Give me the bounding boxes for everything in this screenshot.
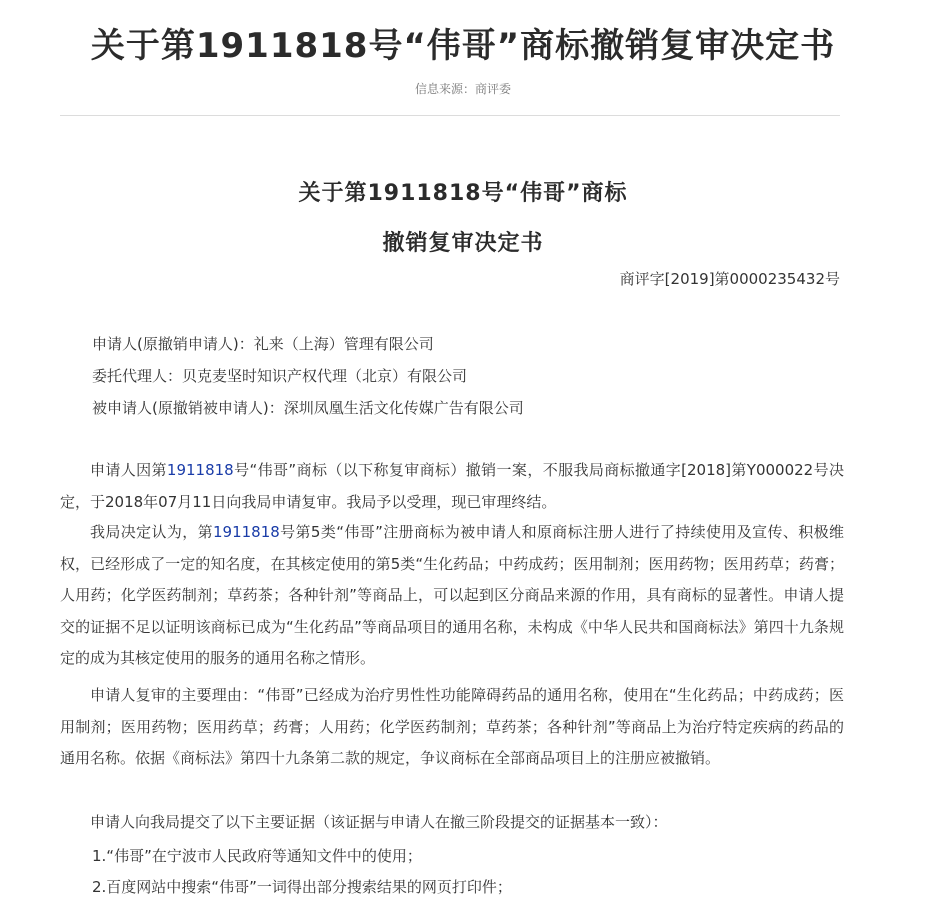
document-title-line1: 关于第1911818号“伟哥”商标 (298, 181, 628, 206)
page-title: 关于第1911818号“伟哥”商标撤销复审决定书 (90, 26, 836, 66)
applicant-line: 申请人(原撤销申请人)：礼来（上海）管理有限公司 (92, 335, 434, 353)
evidence-item-1: 1.“伟哥”在宁波市人民政府等通知文件中的使用； (92, 847, 422, 865)
respondent-line: 被申请人(原撤销被申请人)：深圳凤凰生活文化传媒广告有限公司 (92, 399, 524, 417)
paragraph-text: 我局决定认为，第 (90, 523, 213, 541)
document-title-line2: 撤销复审决定书 (382, 231, 544, 256)
source-label: 信息来源：商评委 (414, 82, 511, 96)
paragraph-4: 申请人向我局提交了以下主要证据（该证据与申请人在撤三阶段提交的证据基本一致）： (90, 813, 668, 831)
paragraph-text: 号“伟哥”商标（以下称复审商标）撤销一案，不服我局商标撤通字[2018]第Y000022号决定，于2018年07月11日向我局申请复审。我局予以受理，现已审理终结。 (60, 461, 844, 511)
paragraph-2 (60, 517, 844, 675)
paragraph-1 (60, 455, 844, 518)
trademark-number-link[interactable]: 1911818 (212, 523, 280, 541)
trademark-number-link[interactable]: 1911818 (166, 461, 234, 479)
agent-line: 委托代理人：贝克麦坚时知识产权代理（北京）有限公司 (92, 367, 468, 385)
document-number: 商评字[2019]第0000235432号 (619, 270, 840, 288)
paragraph-text: 号第5类“伟哥”注册商标为被申请人和原商标注册人进行了持续使用及宣传、积极维权，已经形成了一定的知名度，在其核定使用的第5类“生化药品；中药成药；医用制剂；医用药物；医用药草；药膏；人用药；化学医药制剂；草药茶；各种针剂”等商品上，可以起到区分商品来源的作用，具有商标的显著性。申请人提交的证据不足以证明该商标已成为“生化药品”等商品项目的通用名称，未构成《中华人民共和国商标法》第四十九条规定的成为其核定使用的服务的通用名称之情形。 (60, 523, 844, 667)
divider (60, 115, 840, 116)
paragraph-text: 申请人因第 (90, 461, 167, 479)
evidence-item-2: 2.百度网站中搜索“伟哥”一词得出部分搜索结果的网页打印件； (92, 878, 512, 896)
paragraph-3: 申请人复审的主要理由：“伟哥”已经成为治疗男性性功能障碍药品的通用名称，使用在“生化药品；中药成药；医用制剂；医用药物；医用药草；药膏；人用药；化学医药制剂；草药茶；各种针剂”等商品上为治疗特定疾病的药品的通用名称。依据《商标法》第四十九条第二款的规定，争议商标在全部商品项目上的注册应被撤销。 (60, 686, 844, 767)
